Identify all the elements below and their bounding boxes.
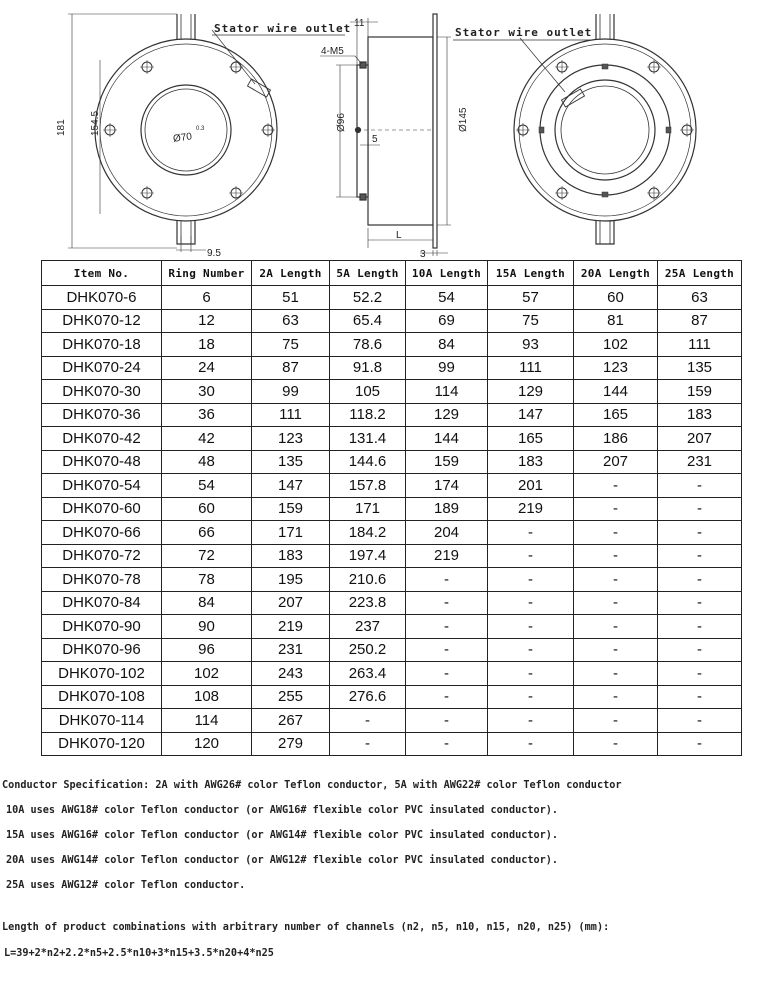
table-cell: 267 <box>252 709 330 733</box>
specification-table <box>41 260 742 756</box>
table-cell: - <box>658 568 742 592</box>
table-header-row <box>42 261 742 286</box>
table-cell: 111 <box>488 356 574 380</box>
table-cell: 102 <box>162 662 252 686</box>
column-header: 20A Length <box>574 261 658 286</box>
table-cell: 57 <box>488 286 574 310</box>
table-cell: 114 <box>162 709 252 733</box>
column-header: 5A Length <box>330 261 406 286</box>
table-cell: 120 <box>162 732 252 756</box>
item-number-cell: DHK070-108 <box>42 685 162 709</box>
item-number-cell: DHK070-60 <box>42 497 162 521</box>
table-cell: 12 <box>162 309 252 333</box>
table-cell: - <box>406 591 488 615</box>
column-header: 10A Length <box>406 261 488 286</box>
table-cell: 147 <box>488 403 574 427</box>
table-cell: 279 <box>252 732 330 756</box>
length-formula-intro: Length of product combinations with arbitrary number of channels (n2, n5, n10, n15, n20, n25) (mm): <box>2 922 610 933</box>
table-cell: - <box>658 474 742 498</box>
table-cell: 6 <box>162 286 252 310</box>
dim-9-5: 9.5 <box>207 248 221 258</box>
table-row <box>42 497 742 521</box>
table-row <box>42 333 742 357</box>
table-cell: 207 <box>574 450 658 474</box>
table-row <box>42 521 742 545</box>
table-cell: - <box>658 685 742 709</box>
table-cell: - <box>488 615 574 639</box>
table-cell: 186 <box>574 427 658 451</box>
table-cell: - <box>330 709 406 733</box>
table-cell: - <box>574 615 658 639</box>
table-cell: 72 <box>162 544 252 568</box>
table-cell: 75 <box>488 309 574 333</box>
item-number-cell: DHK070-84 <box>42 591 162 615</box>
dim-11: 11 <box>354 18 365 29</box>
column-header: 15A Length <box>488 261 574 286</box>
table-cell: - <box>330 732 406 756</box>
table-cell: 66 <box>162 521 252 545</box>
table-cell: 184.2 <box>330 521 406 545</box>
table-cell: 129 <box>488 380 574 404</box>
table-cell: 60 <box>574 286 658 310</box>
item-number-cell: DHK070-6 <box>42 286 162 310</box>
table-cell: 118.2 <box>330 403 406 427</box>
table-cell: 207 <box>658 427 742 451</box>
table-cell: - <box>574 591 658 615</box>
dim-bore-tol: 0.3 <box>196 126 205 132</box>
table-cell: 219 <box>406 544 488 568</box>
table-cell: 63 <box>252 309 330 333</box>
table-cell: - <box>574 662 658 686</box>
table-cell: - <box>574 521 658 545</box>
table-cell: - <box>488 568 574 592</box>
table-row <box>42 403 742 427</box>
table-cell: 183 <box>252 544 330 568</box>
table-cell: 69 <box>406 309 488 333</box>
table-cell: - <box>574 568 658 592</box>
table-cell: 157.8 <box>330 474 406 498</box>
note-line: Conductor Specification: 2A with AWG26# color Teflon conductor, 5A with AWG22# color Teflon conductor <box>2 780 622 791</box>
dim-96: Ø96 <box>336 113 347 132</box>
table-cell: - <box>658 732 742 756</box>
table-cell: 52.2 <box>330 286 406 310</box>
item-number-cell: DHK070-96 <box>42 638 162 662</box>
table-cell: 159 <box>252 497 330 521</box>
column-header: 25A Length <box>658 261 742 286</box>
table-cell: 223.8 <box>330 591 406 615</box>
table-row <box>42 309 742 333</box>
table-cell: 165 <box>488 427 574 451</box>
table-cell: 87 <box>658 309 742 333</box>
table-cell: 135 <box>252 450 330 474</box>
table-cell: 60 <box>162 497 252 521</box>
table-row <box>42 732 742 756</box>
table-cell: - <box>574 732 658 756</box>
table-row <box>42 709 742 733</box>
table-cell: - <box>574 497 658 521</box>
table-cell: 135 <box>658 356 742 380</box>
table-cell: 51 <box>252 286 330 310</box>
table-cell: 36 <box>162 403 252 427</box>
table-cell: - <box>406 732 488 756</box>
column-header: 2A Length <box>252 261 330 286</box>
table-cell: - <box>488 709 574 733</box>
table-cell: 114 <box>406 380 488 404</box>
table-cell: - <box>488 662 574 686</box>
table-cell: 123 <box>574 356 658 380</box>
table-cell: 195 <box>252 568 330 592</box>
item-number-cell: DHK070-42 <box>42 427 162 451</box>
table-cell: - <box>574 638 658 662</box>
column-header: Ring Number <box>162 261 252 286</box>
note-line: 25A uses AWG12# color Teflon conductor. <box>6 880 246 891</box>
table-cell: 255 <box>252 685 330 709</box>
table-cell: 197.4 <box>330 544 406 568</box>
column-header: Item No. <box>42 261 162 286</box>
table-cell: - <box>488 521 574 545</box>
note-line: 10A uses AWG18# color Teflon conductor (or AWG16# flexible color PVC insulated conductor). <box>6 805 559 816</box>
table-cell: 78.6 <box>330 333 406 357</box>
table-cell: 171 <box>252 521 330 545</box>
table-cell: - <box>574 709 658 733</box>
item-number-cell: DHK070-12 <box>42 309 162 333</box>
table-row <box>42 286 742 310</box>
table-cell: 243 <box>252 662 330 686</box>
technical-drawing <box>0 0 775 258</box>
item-number-cell: DHK070-24 <box>42 356 162 380</box>
table-cell: 144 <box>406 427 488 451</box>
dim-154-5: 154.5 <box>90 110 101 136</box>
table-row <box>42 427 742 451</box>
table-row <box>42 591 742 615</box>
rear-view <box>514 14 696 244</box>
table-cell: - <box>574 544 658 568</box>
table-cell: - <box>406 638 488 662</box>
table-cell: 99 <box>252 380 330 404</box>
table-row <box>42 474 742 498</box>
table-cell: - <box>488 685 574 709</box>
table-cell: - <box>488 732 574 756</box>
table-cell: - <box>658 497 742 521</box>
table-cell: - <box>574 474 658 498</box>
table-cell: - <box>406 615 488 639</box>
table-cell: 90 <box>162 615 252 639</box>
item-number-cell: DHK070-18 <box>42 333 162 357</box>
dim-5: 5 <box>372 134 378 145</box>
item-number-cell: DHK070-36 <box>42 403 162 427</box>
table-cell: - <box>658 709 742 733</box>
table-row <box>42 685 742 709</box>
stator-wire-outlet-label-left: Stator wire outlet <box>214 22 352 35</box>
table-cell: 159 <box>658 380 742 404</box>
table-cell: 129 <box>406 403 488 427</box>
table-cell: 63 <box>658 286 742 310</box>
item-number-cell: DHK070-114 <box>42 709 162 733</box>
dim-181: 181 <box>56 119 67 136</box>
table-cell: 263.4 <box>330 662 406 686</box>
table-cell: 189 <box>406 497 488 521</box>
table-cell: 165 <box>574 403 658 427</box>
table-cell: - <box>406 662 488 686</box>
table-cell: 219 <box>252 615 330 639</box>
table-row <box>42 568 742 592</box>
table-cell: 183 <box>658 403 742 427</box>
table-cell: 84 <box>162 591 252 615</box>
table-cell: 54 <box>162 474 252 498</box>
dim-bore: Ø70 <box>172 131 193 145</box>
table-cell: 171 <box>330 497 406 521</box>
table-cell: 219 <box>488 497 574 521</box>
table-row <box>42 356 742 380</box>
table-cell: 207 <box>252 591 330 615</box>
table-cell: - <box>658 544 742 568</box>
table-cell: 204 <box>406 521 488 545</box>
table-cell: - <box>406 685 488 709</box>
length-formula: L=39+2*n2+2.2*n5+2.5*n10+3*n15+3.5*n20+4*n25 <box>4 948 274 959</box>
stator-wire-outlet-label-right: Stator wire outlet <box>455 26 593 39</box>
item-number-cell: DHK070-54 <box>42 474 162 498</box>
table-cell: - <box>658 615 742 639</box>
table-cell: 144.6 <box>330 450 406 474</box>
table-cell: - <box>658 521 742 545</box>
table-cell: 201 <box>488 474 574 498</box>
table-cell: - <box>406 568 488 592</box>
item-number-cell: DHK070-48 <box>42 450 162 474</box>
table-cell: 237 <box>330 615 406 639</box>
table-cell: - <box>658 662 742 686</box>
table-cell: 91.8 <box>330 356 406 380</box>
table-cell: 84 <box>406 333 488 357</box>
table-cell: 105 <box>330 380 406 404</box>
item-number-cell: DHK070-120 <box>42 732 162 756</box>
table-row <box>42 638 742 662</box>
table-cell: 102 <box>574 333 658 357</box>
dim-145: Ø145 <box>458 107 469 132</box>
table-row <box>42 450 742 474</box>
table-cell: 231 <box>252 638 330 662</box>
table-cell: - <box>658 591 742 615</box>
table-cell: - <box>406 709 488 733</box>
table-cell: 108 <box>162 685 252 709</box>
table-cell: 96 <box>162 638 252 662</box>
table-cell: 99 <box>406 356 488 380</box>
table-cell: 250.2 <box>330 638 406 662</box>
item-number-cell: DHK070-66 <box>42 521 162 545</box>
table-cell: 111 <box>252 403 330 427</box>
table-cell: 18 <box>162 333 252 357</box>
table-row <box>42 662 742 686</box>
item-number-cell: DHK070-78 <box>42 568 162 592</box>
dim-3: 3 <box>420 249 426 258</box>
table-cell: 174 <box>406 474 488 498</box>
table-cell: 65.4 <box>330 309 406 333</box>
table-cell: - <box>488 638 574 662</box>
item-number-cell: DHK070-72 <box>42 544 162 568</box>
table-row <box>42 544 742 568</box>
table-cell: 42 <box>162 427 252 451</box>
table-cell: 30 <box>162 380 252 404</box>
table-cell: 276.6 <box>330 685 406 709</box>
table-cell: 75 <box>252 333 330 357</box>
table-cell: 24 <box>162 356 252 380</box>
table-cell: 147 <box>252 474 330 498</box>
table-cell: - <box>488 591 574 615</box>
dim-L: L <box>396 230 402 241</box>
item-number-cell: DHK070-102 <box>42 662 162 686</box>
note-line: 20A uses AWG14# color Teflon conductor (or AWG12# flexible color PVC insulated conductor). <box>6 855 559 866</box>
table-row <box>42 380 742 404</box>
table-cell: 48 <box>162 450 252 474</box>
table-cell: 210.6 <box>330 568 406 592</box>
table-cell: 78 <box>162 568 252 592</box>
table-cell: 123 <box>252 427 330 451</box>
table-cell: 183 <box>488 450 574 474</box>
table-cell: 87 <box>252 356 330 380</box>
item-number-cell: DHK070-30 <box>42 380 162 404</box>
note-line: 15A uses AWG16# color Teflon conductor (or AWG14# flexible color PVC insulated conductor). <box>6 830 559 841</box>
table-cell: 111 <box>658 333 742 357</box>
table-cell: - <box>658 638 742 662</box>
table-cell: 93 <box>488 333 574 357</box>
table-cell: 144 <box>574 380 658 404</box>
table-cell: 231 <box>658 450 742 474</box>
item-number-cell: DHK070-90 <box>42 615 162 639</box>
table-cell: 159 <box>406 450 488 474</box>
table-row <box>42 615 742 639</box>
dim-4m5: 4-M5 <box>321 46 344 57</box>
table-cell: 54 <box>406 286 488 310</box>
table-cell: - <box>574 685 658 709</box>
table-cell: - <box>488 544 574 568</box>
table-cell: 81 <box>574 309 658 333</box>
table-cell: 131.4 <box>330 427 406 451</box>
